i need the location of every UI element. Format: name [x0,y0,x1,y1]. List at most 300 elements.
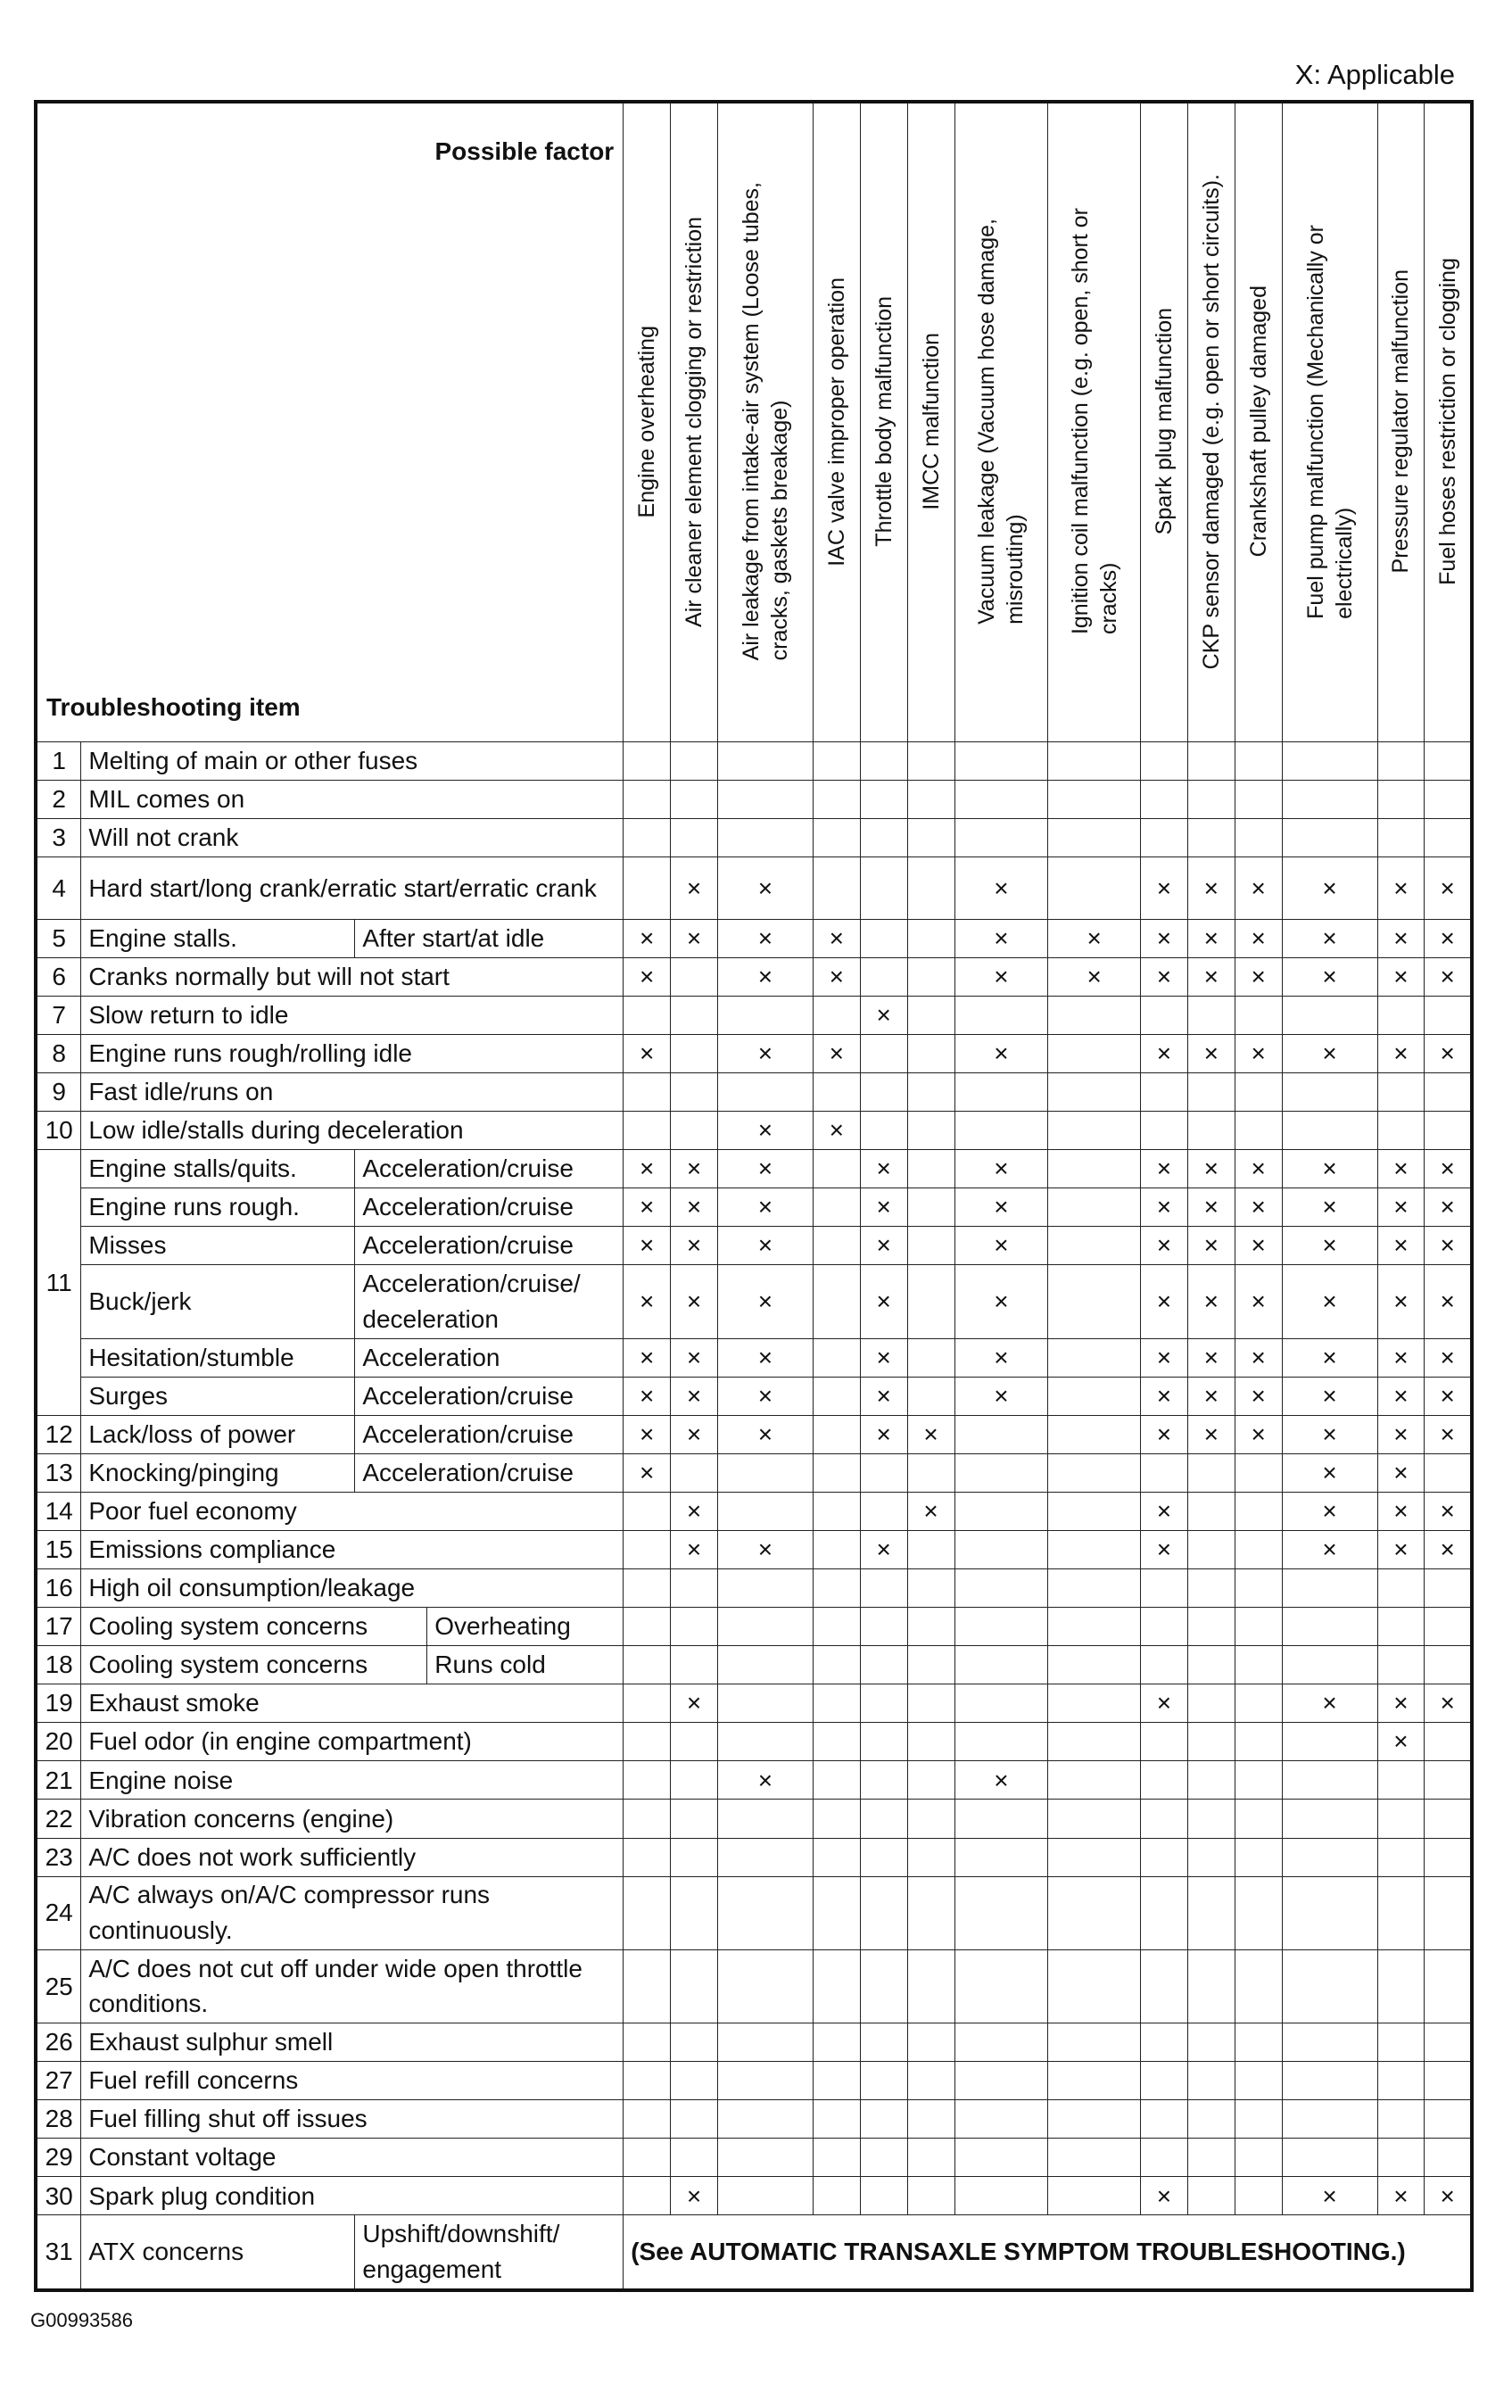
empty-cell [624,2062,671,2100]
applicable-mark: × [717,1150,813,1188]
empty-cell [1048,1265,1141,1338]
empty-cell [1425,1876,1472,1949]
applicable-mark: × [1141,1492,1188,1530]
applicable-mark: × [1235,1227,1282,1265]
applicable-mark: × [671,1265,718,1338]
empty-cell [624,2023,671,2062]
empty-cell [1141,1453,1188,1492]
empty-cell [1377,1646,1425,1684]
empty-cell [860,1453,907,1492]
item-label: Cooling system concerns [81,1608,427,1646]
table-row [36,996,1472,1034]
empty-cell [1425,1761,1472,1800]
empty-cell [1187,1453,1235,1492]
applicable-mark: × [860,1530,907,1568]
applicable-mark: × [1282,1415,1377,1453]
applicable-mark: × [1187,1415,1235,1453]
empty-cell [954,1072,1048,1111]
empty-cell [1141,781,1188,819]
empty-cell [1048,2139,1141,2177]
applicable-mark: × [1425,1492,1472,1530]
empty-cell [1425,2062,1472,2100]
factor-header [1141,102,1188,741]
empty-cell [954,1112,1048,1150]
applicable-mark: × [1377,1338,1425,1377]
empty-cell [907,2023,954,2062]
empty-cell [1235,781,1282,819]
empty-cell [813,781,860,819]
applicable-mark: × [1425,1188,1472,1227]
header-row [36,102,1472,741]
applicable-mark: × [1425,1377,1472,1415]
empty-cell [624,2139,671,2177]
item-number: 2 [36,781,81,819]
table-row [36,1800,1472,1838]
empty-cell [671,957,718,996]
empty-cell [860,1034,907,1072]
applicable-mark: × [717,1034,813,1072]
item-number: 10 [36,1112,81,1150]
empty-cell [907,2139,954,2177]
empty-cell [1048,1034,1141,1072]
empty-cell [1282,781,1377,819]
applicable-mark: × [1377,1227,1425,1265]
empty-cell [1048,1377,1141,1415]
table-row [36,741,1472,780]
empty-cell [860,2062,907,2100]
applicable-mark: × [1377,857,1425,919]
empty-cell [1187,996,1235,1034]
empty-cell [1048,2100,1141,2139]
applicable-mark: × [1141,857,1188,919]
empty-cell [1282,819,1377,857]
applicable-mark: × [671,1150,718,1188]
item-number: 21 [36,1761,81,1800]
item-label: Cranks normally but will not start [81,957,624,996]
applicable-mark: × [1377,1265,1425,1338]
empty-cell [813,857,860,919]
item-condition: Acceleration/cruise [355,1415,624,1453]
empty-cell [1235,1838,1282,1876]
empty-cell [813,996,860,1034]
item-number: 14 [36,1492,81,1530]
item-label: Slow return to idle [81,996,624,1034]
empty-cell [954,1453,1048,1492]
applicable-mark: × [1282,1684,1377,1723]
item-label: Hard start/long crank/erratic start/erratic crank [81,857,624,919]
empty-cell [624,2100,671,2139]
applicable-mark: × [1187,1188,1235,1227]
applicable-mark: × [1187,857,1235,919]
document-id: G00993586 [30,2309,133,2331]
table-row [36,1150,1472,1188]
applicable-mark: × [1048,919,1141,957]
empty-cell [1425,1608,1472,1646]
item-number: 13 [36,1453,81,1492]
applicable-mark: × [717,1188,813,1227]
empty-cell [671,1072,718,1111]
empty-cell [671,1608,718,1646]
empty-cell [907,1265,954,1338]
applicable-mark: × [1235,1415,1282,1453]
empty-cell [624,1492,671,1530]
empty-cell [671,1838,718,1876]
empty-cell [907,1377,954,1415]
applicable-mark: × [1141,1377,1188,1415]
item-number: 27 [36,2062,81,2100]
applicable-mark: × [1141,1415,1188,1453]
applicable-mark: × [1235,1034,1282,1072]
table-row [36,1377,1472,1415]
applicable-mark: × [1141,1150,1188,1188]
empty-cell [671,1453,718,1492]
troubleshooting-item-label: Troubleshooting item [46,693,301,722]
applicable-mark: × [624,1188,671,1227]
applicable-mark: × [1377,1034,1425,1072]
empty-cell [1425,1072,1472,1111]
applicable-mark: × [813,1034,860,1072]
item-label: Exhaust sulphur smell [81,2023,624,2062]
empty-cell [907,1876,954,1949]
empty-cell [813,1876,860,1949]
empty-cell [1235,2100,1282,2139]
empty-cell [907,1800,954,1838]
factor-header [1377,102,1425,741]
table-row [36,1684,1472,1723]
empty-cell [717,1684,813,1723]
empty-cell [1187,1608,1235,1646]
empty-cell [954,819,1048,857]
applicable-mark: × [1425,1227,1472,1265]
applicable-mark: × [624,1034,671,1072]
empty-cell [1141,2100,1188,2139]
applicable-mark: × [717,1227,813,1265]
table-row [36,1227,1472,1265]
empty-cell [1048,1723,1141,1761]
applicable-mark: × [954,957,1048,996]
empty-cell [813,1723,860,1761]
applicable-mark: × [624,1265,671,1338]
empty-cell [1141,2023,1188,2062]
empty-cell [1048,1338,1141,1377]
applicable-mark: × [860,1265,907,1338]
empty-cell [1187,1112,1235,1150]
empty-cell [813,1646,860,1684]
empty-cell [671,741,718,780]
empty-cell [954,1876,1048,1949]
item-condition: After start/at idle [355,919,624,957]
empty-cell [717,1800,813,1838]
empty-cell [860,819,907,857]
item-number: 9 [36,1072,81,1111]
empty-cell [1048,1492,1141,1530]
empty-cell [1187,2062,1235,2100]
applicable-mark: × [1235,957,1282,996]
empty-cell [1141,1072,1188,1111]
empty-cell [624,1684,671,1723]
empty-cell [1141,1876,1188,1949]
empty-cell [1048,1684,1141,1723]
empty-cell [717,1569,813,1608]
applicable-mark: × [1141,1034,1188,1072]
empty-cell [1282,2100,1377,2139]
empty-cell [717,2177,813,2215]
empty-cell [813,819,860,857]
empty-cell [954,2062,1048,2100]
applicable-mark: × [1425,857,1472,919]
empty-cell [1235,1684,1282,1723]
empty-cell [671,819,718,857]
empty-cell [1282,1608,1377,1646]
applicable-mark: × [1141,2177,1188,2215]
applicable-mark: × [1377,919,1425,957]
item-label: Will not crank [81,819,624,857]
empty-cell [1377,1949,1425,2023]
factor-label: Air cleaner element clogging or restriction [682,216,707,627]
empty-cell [954,1415,1048,1453]
applicable-mark: × [1377,2177,1425,2215]
applicable-mark: × [1282,1227,1377,1265]
empty-cell [1235,1492,1282,1530]
applicable-mark: × [813,1112,860,1150]
empty-cell [860,1492,907,1530]
item-condition: Acceleration/cruise [355,1227,624,1265]
empty-cell [860,1112,907,1150]
table-row [36,1492,1472,1530]
empty-cell [813,1838,860,1876]
empty-cell [1141,819,1188,857]
empty-cell [717,741,813,780]
empty-cell [671,1761,718,1800]
empty-cell [624,1530,671,1568]
empty-cell [624,1876,671,1949]
item-label: Poor fuel economy [81,1492,624,1530]
empty-cell [907,1188,954,1227]
empty-cell [1377,2100,1425,2139]
empty-cell [1425,1800,1472,1838]
applicable-mark: × [1187,1377,1235,1415]
empty-cell [1235,2139,1282,2177]
empty-cell [1048,1453,1141,1492]
applicable-mark: × [1187,1034,1235,1072]
applicable-mark: × [1187,1265,1235,1338]
empty-cell [813,1227,860,1265]
empty-cell [717,1492,813,1530]
applicable-mark: × [954,1227,1048,1265]
empty-cell [1377,2139,1425,2177]
applicable-mark: × [717,919,813,957]
factor-header [1048,102,1141,741]
empty-cell [624,741,671,780]
empty-cell [624,1723,671,1761]
empty-cell [907,1684,954,1723]
item-label: A/C always on/A/C compressor runs continuously. [81,1876,624,1949]
factor-label: Vacuum leakage (Vacuum hose damage, misrouting) [974,219,1029,625]
possible-factor-label: Possible factor [434,137,615,165]
item-label: A/C does not cut off under wide open throttle conditions. [81,1949,624,2023]
item-label: ATX concerns [81,2215,355,2290]
applicable-mark: × [1141,957,1188,996]
item-label: Exhaust smoke [81,1684,624,1723]
item-number: 11 [36,1150,81,1416]
factor-header [624,102,671,741]
empty-cell [1235,1761,1282,1800]
empty-cell [813,2023,860,2062]
empty-cell [860,2023,907,2062]
empty-cell [907,1227,954,1265]
empty-cell [954,1800,1048,1838]
table-row [36,1569,1472,1608]
empty-cell [907,1112,954,1150]
empty-cell [717,1949,813,2023]
item-number: 29 [36,2139,81,2177]
applicable-mark: × [717,1530,813,1568]
item-number: 19 [36,1684,81,1723]
empty-cell [1377,1112,1425,1150]
item-number: 16 [36,1569,81,1608]
empty-cell [1282,2139,1377,2177]
empty-cell [860,1876,907,1949]
applicable-mark: × [1141,1338,1188,1377]
applicable-mark: × [671,1377,718,1415]
empty-cell [1141,1800,1188,1838]
applicable-mark: × [717,1112,813,1150]
empty-cell [1235,1112,1282,1150]
empty-cell [860,2177,907,2215]
empty-cell [907,1949,954,2023]
applicable-mark: × [1282,1188,1377,1227]
empty-cell [717,819,813,857]
empty-cell [1235,1800,1282,1838]
item-number: 18 [36,1646,81,1684]
empty-cell [907,1453,954,1492]
factor-header [717,102,813,741]
empty-cell [1048,819,1141,857]
applicable-mark: × [1141,919,1188,957]
empty-cell [1235,1072,1282,1111]
item-label: High oil consumption/leakage [81,1569,624,1608]
empty-cell [1187,1949,1235,2023]
empty-cell [907,2062,954,2100]
applicable-mark: × [717,857,813,919]
empty-cell [860,1723,907,1761]
empty-cell [1141,996,1188,1034]
empty-cell [671,2023,718,2062]
empty-cell [1141,1723,1188,1761]
empty-cell [1282,1949,1377,2023]
empty-cell [813,1530,860,1568]
item-label: Engine stalls/quits. [81,1150,355,1188]
table-row [36,819,1472,857]
empty-cell [907,819,954,857]
empty-cell [1377,741,1425,780]
applicable-mark: × [860,1338,907,1377]
empty-cell [1425,2139,1472,2177]
table-row [36,1338,1472,1377]
applicable-mark: × [860,1188,907,1227]
empty-cell [1048,1112,1141,1150]
empty-cell [1187,2177,1235,2215]
applicable-mark: × [671,1530,718,1568]
empty-cell [860,1608,907,1646]
empty-cell [954,2100,1048,2139]
item-number: 3 [36,819,81,857]
empty-cell [1235,1646,1282,1684]
empty-cell [860,741,907,780]
empty-cell [907,1761,954,1800]
empty-cell [860,857,907,919]
empty-cell [860,781,907,819]
factor-label: IMCC malfunction [918,333,944,510]
empty-cell [1425,1453,1472,1492]
item-number: 24 [36,1876,81,1949]
empty-cell [1282,1112,1377,1150]
empty-cell [1048,1188,1141,1227]
empty-cell [860,2139,907,2177]
empty-cell [624,1838,671,1876]
empty-cell [1141,1761,1188,1800]
empty-cell [1048,741,1141,780]
table-row [36,1530,1472,1568]
item-number: 26 [36,2023,81,2062]
applicable-mark: × [671,1415,718,1453]
empty-cell [1425,1949,1472,2023]
empty-cell [1282,1646,1377,1684]
empty-cell [907,2100,954,2139]
empty-cell [1141,741,1188,780]
applicable-mark: × [1187,1338,1235,1377]
item-label: Melting of main or other fuses [81,741,624,780]
empty-cell [813,1761,860,1800]
empty-cell [1187,1684,1235,1723]
item-label: Vibration concerns (engine) [81,1800,624,1838]
item-number: 4 [36,857,81,919]
applicable-mark: × [1235,1265,1282,1338]
item-number: 5 [36,919,81,957]
empty-cell [954,781,1048,819]
empty-cell [813,1608,860,1646]
item-label: Low idle/stalls during deceleration [81,1112,624,1150]
empty-cell [1425,1569,1472,1608]
empty-cell [1425,741,1472,780]
table-row [36,1265,1472,1338]
empty-cell [624,1800,671,1838]
item-label: Fuel filling shut off issues [81,2100,624,2139]
empty-cell [1377,1072,1425,1111]
empty-cell [671,1876,718,1949]
table-row [36,1761,1472,1800]
empty-cell [1377,1800,1425,1838]
empty-cell [1187,1492,1235,1530]
empty-cell [717,1876,813,1949]
empty-cell [1048,1227,1141,1265]
applicable-mark: × [671,1492,718,1530]
legend: X: Applicable [1294,59,1455,90]
factor-label: Spark plug malfunction [1151,308,1177,535]
item-label: Emissions compliance [81,1530,624,1568]
empty-cell [1282,741,1377,780]
empty-cell [907,1530,954,1568]
empty-cell [1048,1569,1141,1608]
empty-cell [1235,1723,1282,1761]
table-row [36,2215,1472,2290]
empty-cell [1048,2177,1141,2215]
factor-header [1235,102,1282,741]
applicable-mark: × [671,1338,718,1377]
applicable-mark: × [717,957,813,996]
empty-cell [813,2062,860,2100]
empty-cell [860,1800,907,1838]
